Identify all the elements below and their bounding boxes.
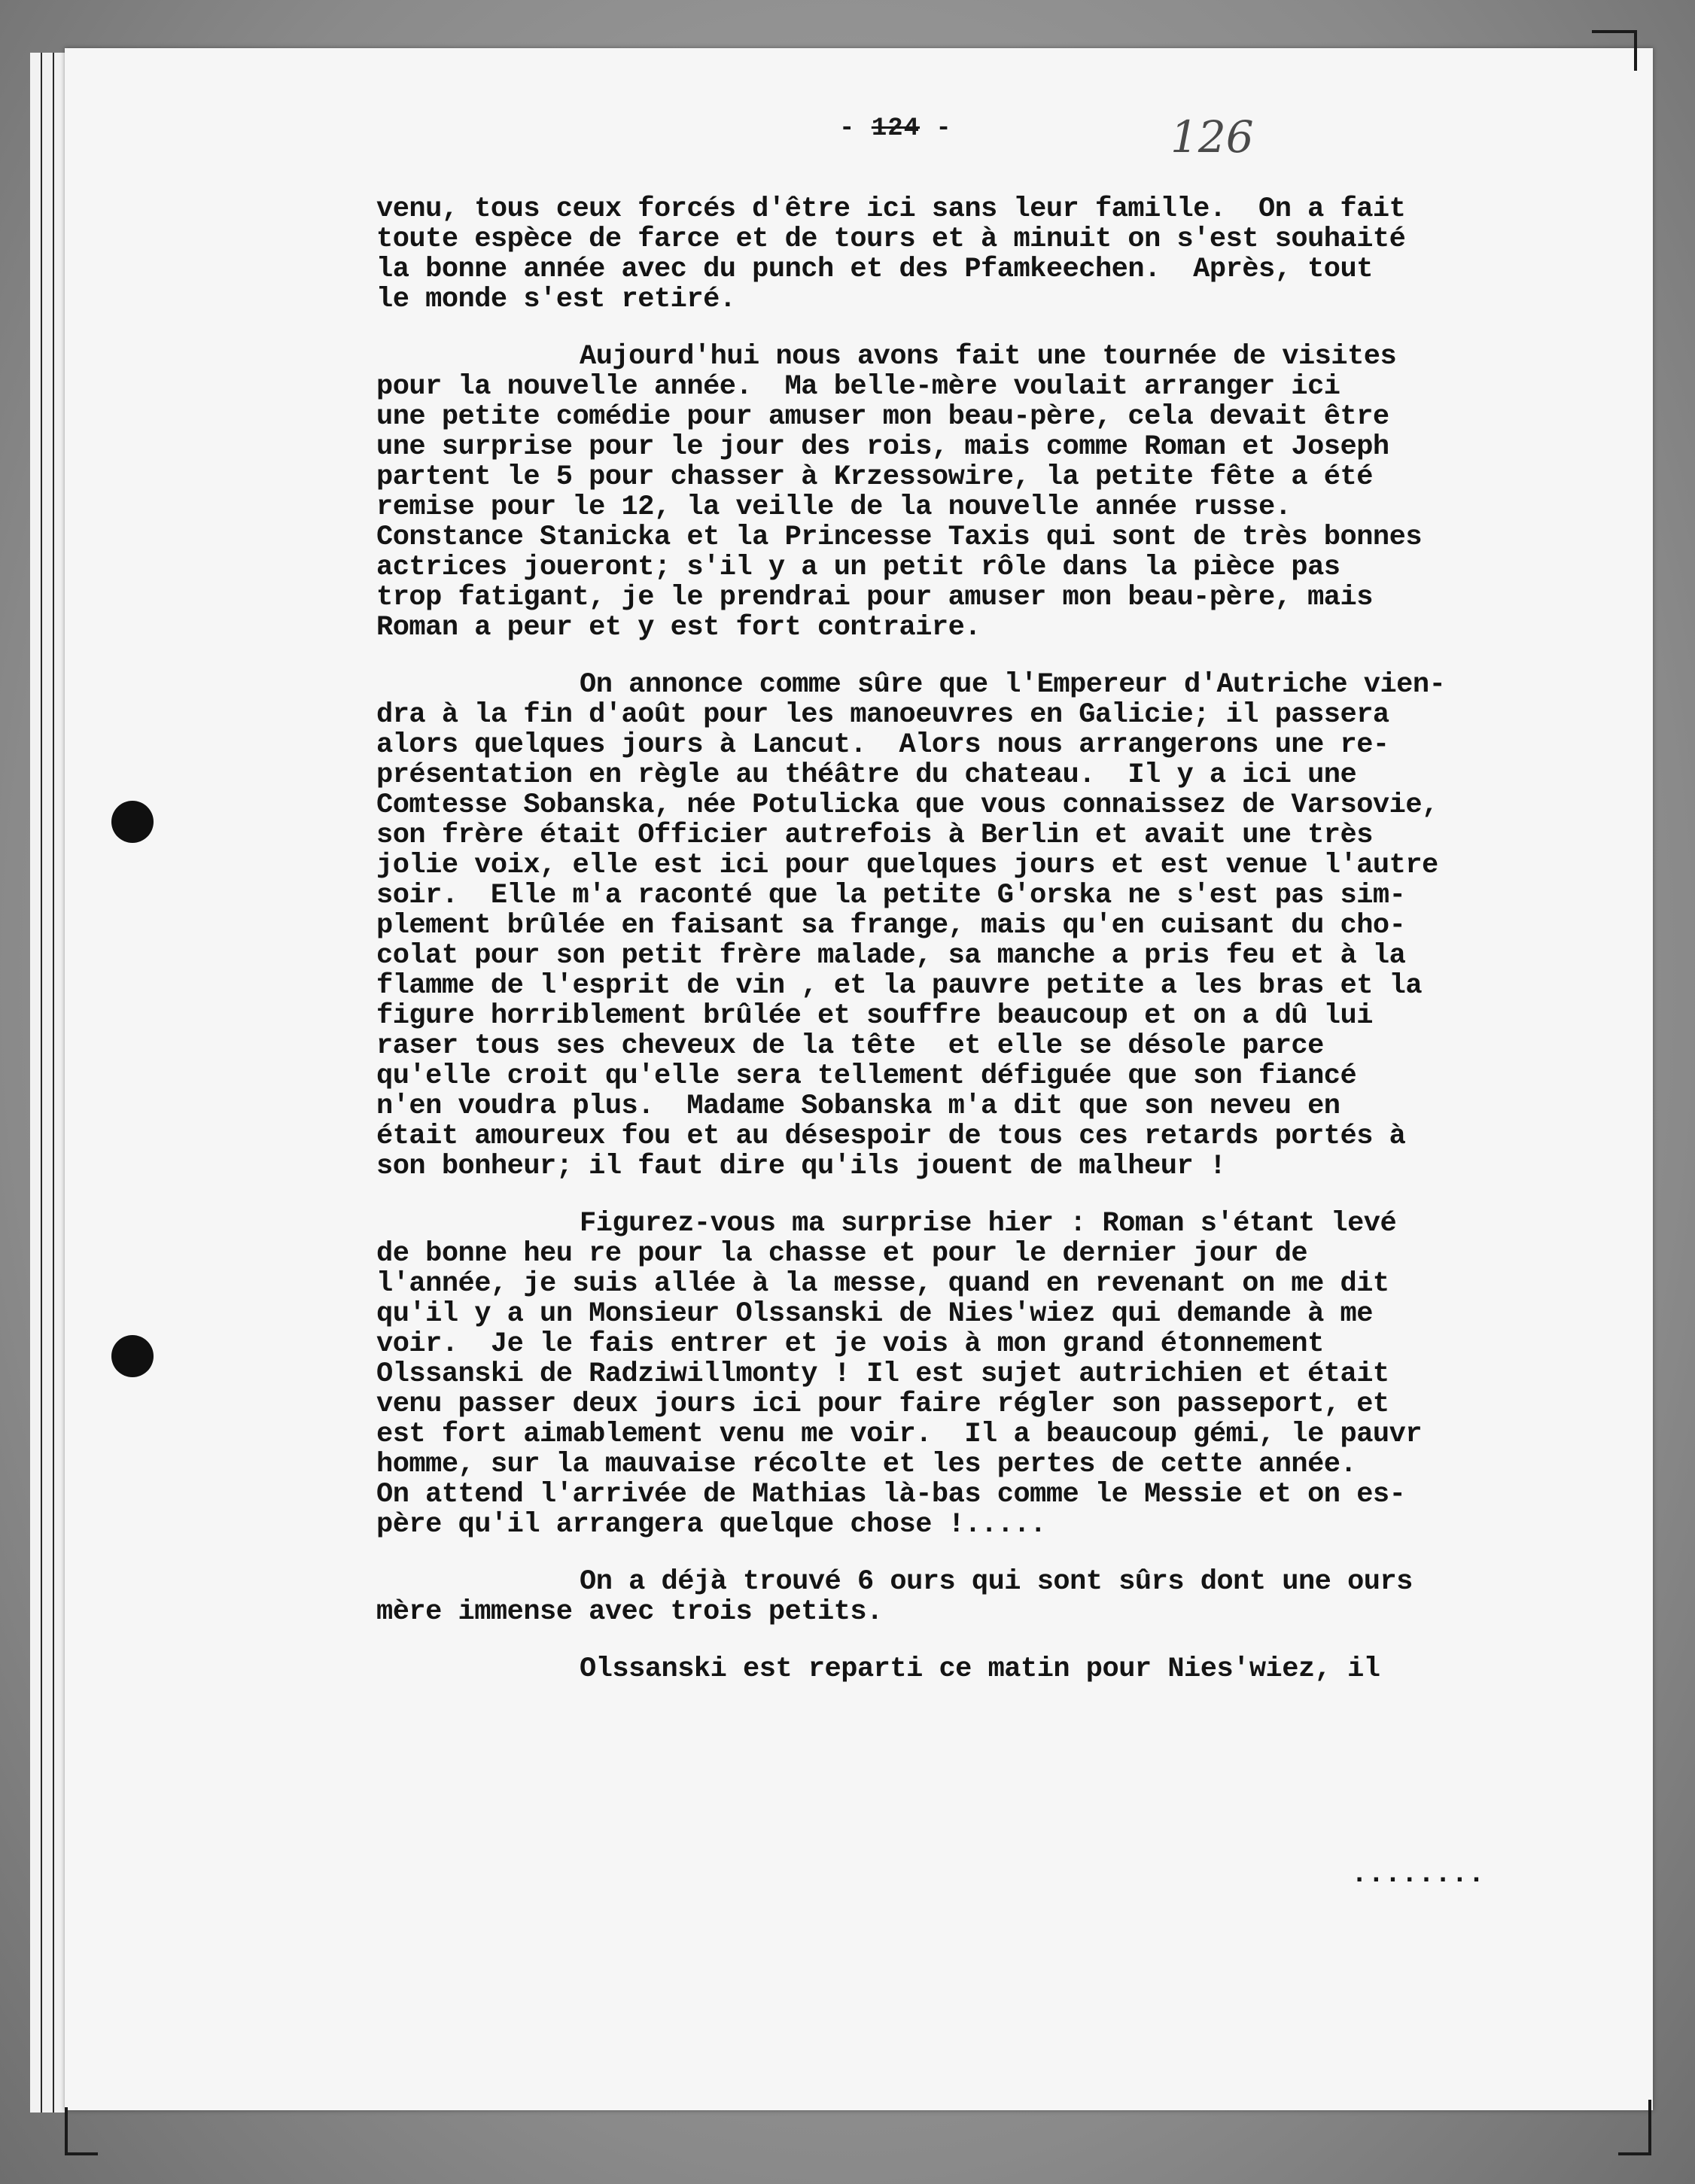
text-line: voir. Je le fais entrer et je vois à mon grand étonnement	[376, 1328, 1324, 1360]
paragraph-gap	[376, 315, 1641, 342]
text-line: trop fatigant, je le prendrai pour amuser mon beau-père, mais	[376, 582, 1373, 613]
paragraph-gap	[376, 1540, 1641, 1567]
page-edge-2	[42, 53, 54, 2113]
paragraph	[376, 670, 1641, 1182]
text-line: n'en voudra plus. Madame Sobanska m'a dit que son neveu en	[376, 1090, 1340, 1122]
text-line: une surprise pour le jour des rois, mais comme Roman et Joseph	[376, 431, 1389, 463]
text-line: pour la nouvelle année. Ma belle-mère voulait arranger ici	[376, 371, 1340, 403]
paragraph	[376, 194, 1641, 315]
text-line: Constance Stanicka et la Princesse Taxis qui sont de très bonnes	[376, 522, 1423, 553]
text-line: venu, tous ceux forcés d'être ici sans leur famille. On a fait	[376, 193, 1406, 225]
handwritten-page-number: 126	[1170, 111, 1254, 163]
paragraph-gap	[376, 643, 1641, 670]
text-line: l'année, je suis allée à la messe, quand en revenant on me dit	[376, 1268, 1389, 1300]
text-line: plement brûlée en faisant sa frange, mais qu'en cuisant du cho-	[376, 910, 1406, 941]
text-line: est fort aimablement venu me voir. Il a beaucoup gémi, le pauvr	[376, 1419, 1423, 1450]
text-line: Olssanski est reparti ce matin pour Nies'wiez, il	[580, 1653, 1380, 1685]
crop-mark-top-right	[1592, 30, 1637, 71]
text-line: la bonne année avec du punch et des Pfamkeechen. Après, tout	[376, 254, 1373, 285]
text-line: son bonheur; il faut dire qu'ils jouent de malheur !	[376, 1151, 1226, 1182]
text-line: On attend l'arrivée de Mathias là-bas comme le Messie et on es-	[376, 1479, 1406, 1510]
continuation-mark: ........	[1351, 1859, 1485, 1890]
crop-mark-bottom-left	[65, 2107, 98, 2155]
text-line: une petite comédie pour amuser mon beau-père, cela devait être	[376, 401, 1389, 433]
text-line: raser tous ses cheveux de la tête et elle se désole parce	[376, 1030, 1324, 1062]
punch-hole-upper	[111, 801, 154, 843]
page-number: - 124 -	[839, 114, 952, 143]
text-line: Comtesse Sobanska, née Potulicka que vous connaissez de Varsovie,	[376, 789, 1438, 821]
text-line: de bonne heu re pour la chasse et pour le dernier jour de	[376, 1238, 1308, 1270]
text-line: venu passer deux jours ici pour faire régler son passeport, et	[376, 1389, 1389, 1420]
text-line: On a déjà trouvé 6 ours qui sont sûrs dont une ours	[580, 1566, 1413, 1598]
page-edge-1	[30, 53, 42, 2113]
text-line: On annonce comme sûre que l'Empereur d'Autriche vien-	[580, 669, 1446, 701]
text-line: Olssanski de Radziwillmonty ! Il est sujet autrichien et était	[376, 1358, 1389, 1390]
text-line: Aujourd'hui nous avons fait une tournée de visites	[580, 341, 1397, 373]
text-line: qu'elle croit qu'elle sera tellement défiguée que son fiancé	[376, 1060, 1357, 1092]
text-line: figure horriblement brûlée et souffre beaucoup et on a dû lui	[376, 1000, 1373, 1032]
text-line: toute espèce de farce et de tours et à minuit on s'est souhaité	[376, 224, 1406, 255]
text-line: Figurez-vous ma surprise hier : Roman s'étant levé	[580, 1208, 1397, 1240]
paragraph-gap	[376, 1182, 1641, 1209]
crop-mark-bottom-right	[1618, 2100, 1651, 2155]
text-line: le monde s'est retiré.	[376, 284, 736, 315]
text-line: soir. Elle m'a raconté que la petite G'orska ne s'est pas sim-	[376, 880, 1406, 911]
text-line: partent le 5 pour chasser à Krzessowire, la petite fête a été	[376, 461, 1373, 493]
paragraph	[376, 342, 1641, 643]
text-line: était amoureux fou et au désespoir de tous ces retards portés à	[376, 1121, 1406, 1152]
text-line: présentation en règle au théâtre du chateau. Il y a ici une	[376, 759, 1357, 791]
punch-hole-lower	[111, 1335, 154, 1377]
text-line: qu'il y a un Monsieur Olssanski de Nies'wiez qui demande à me	[376, 1298, 1373, 1330]
paragraph	[376, 1209, 1641, 1540]
text-line: homme, sur la mauvaise récolte et les pertes de cette année.	[376, 1449, 1357, 1480]
text-line: jolie voix, elle est ici pour quelques jours et est venue l'autre	[376, 850, 1438, 881]
paragraph	[376, 1654, 1641, 1684]
paragraph	[376, 1567, 1641, 1627]
letter-body	[376, 194, 1641, 1684]
text-line: remise pour le 12, la veille de la nouvelle année russe.	[376, 491, 1292, 523]
text-line: colat pour son petit frère malade, sa manche a pris feu et à la	[376, 940, 1406, 972]
text-line: dra à la fin d'août pour les manoeuvres en Galicie; il passera	[376, 699, 1389, 731]
text-line: son frère était Officier autrefois à Berlin et avait une très	[376, 820, 1373, 851]
text-line: père qu'il arrangera quelque chose !.....	[376, 1509, 1046, 1541]
text-line: flamme de l'esprit de vin , et la pauvre petite a les bras et la	[376, 970, 1423, 1002]
text-line: mère immense avec trois petits.	[376, 1596, 883, 1628]
text-line: alors quelques jours à Lancut. Alors nous arrangerons une re-	[376, 729, 1389, 761]
text-line: actrices joueront; s'il y a un petit rôle dans la pièce pas	[376, 552, 1340, 583]
paragraph-gap	[376, 1627, 1641, 1654]
text-line: Roman a peur et y est fort contraire.	[376, 612, 981, 643]
